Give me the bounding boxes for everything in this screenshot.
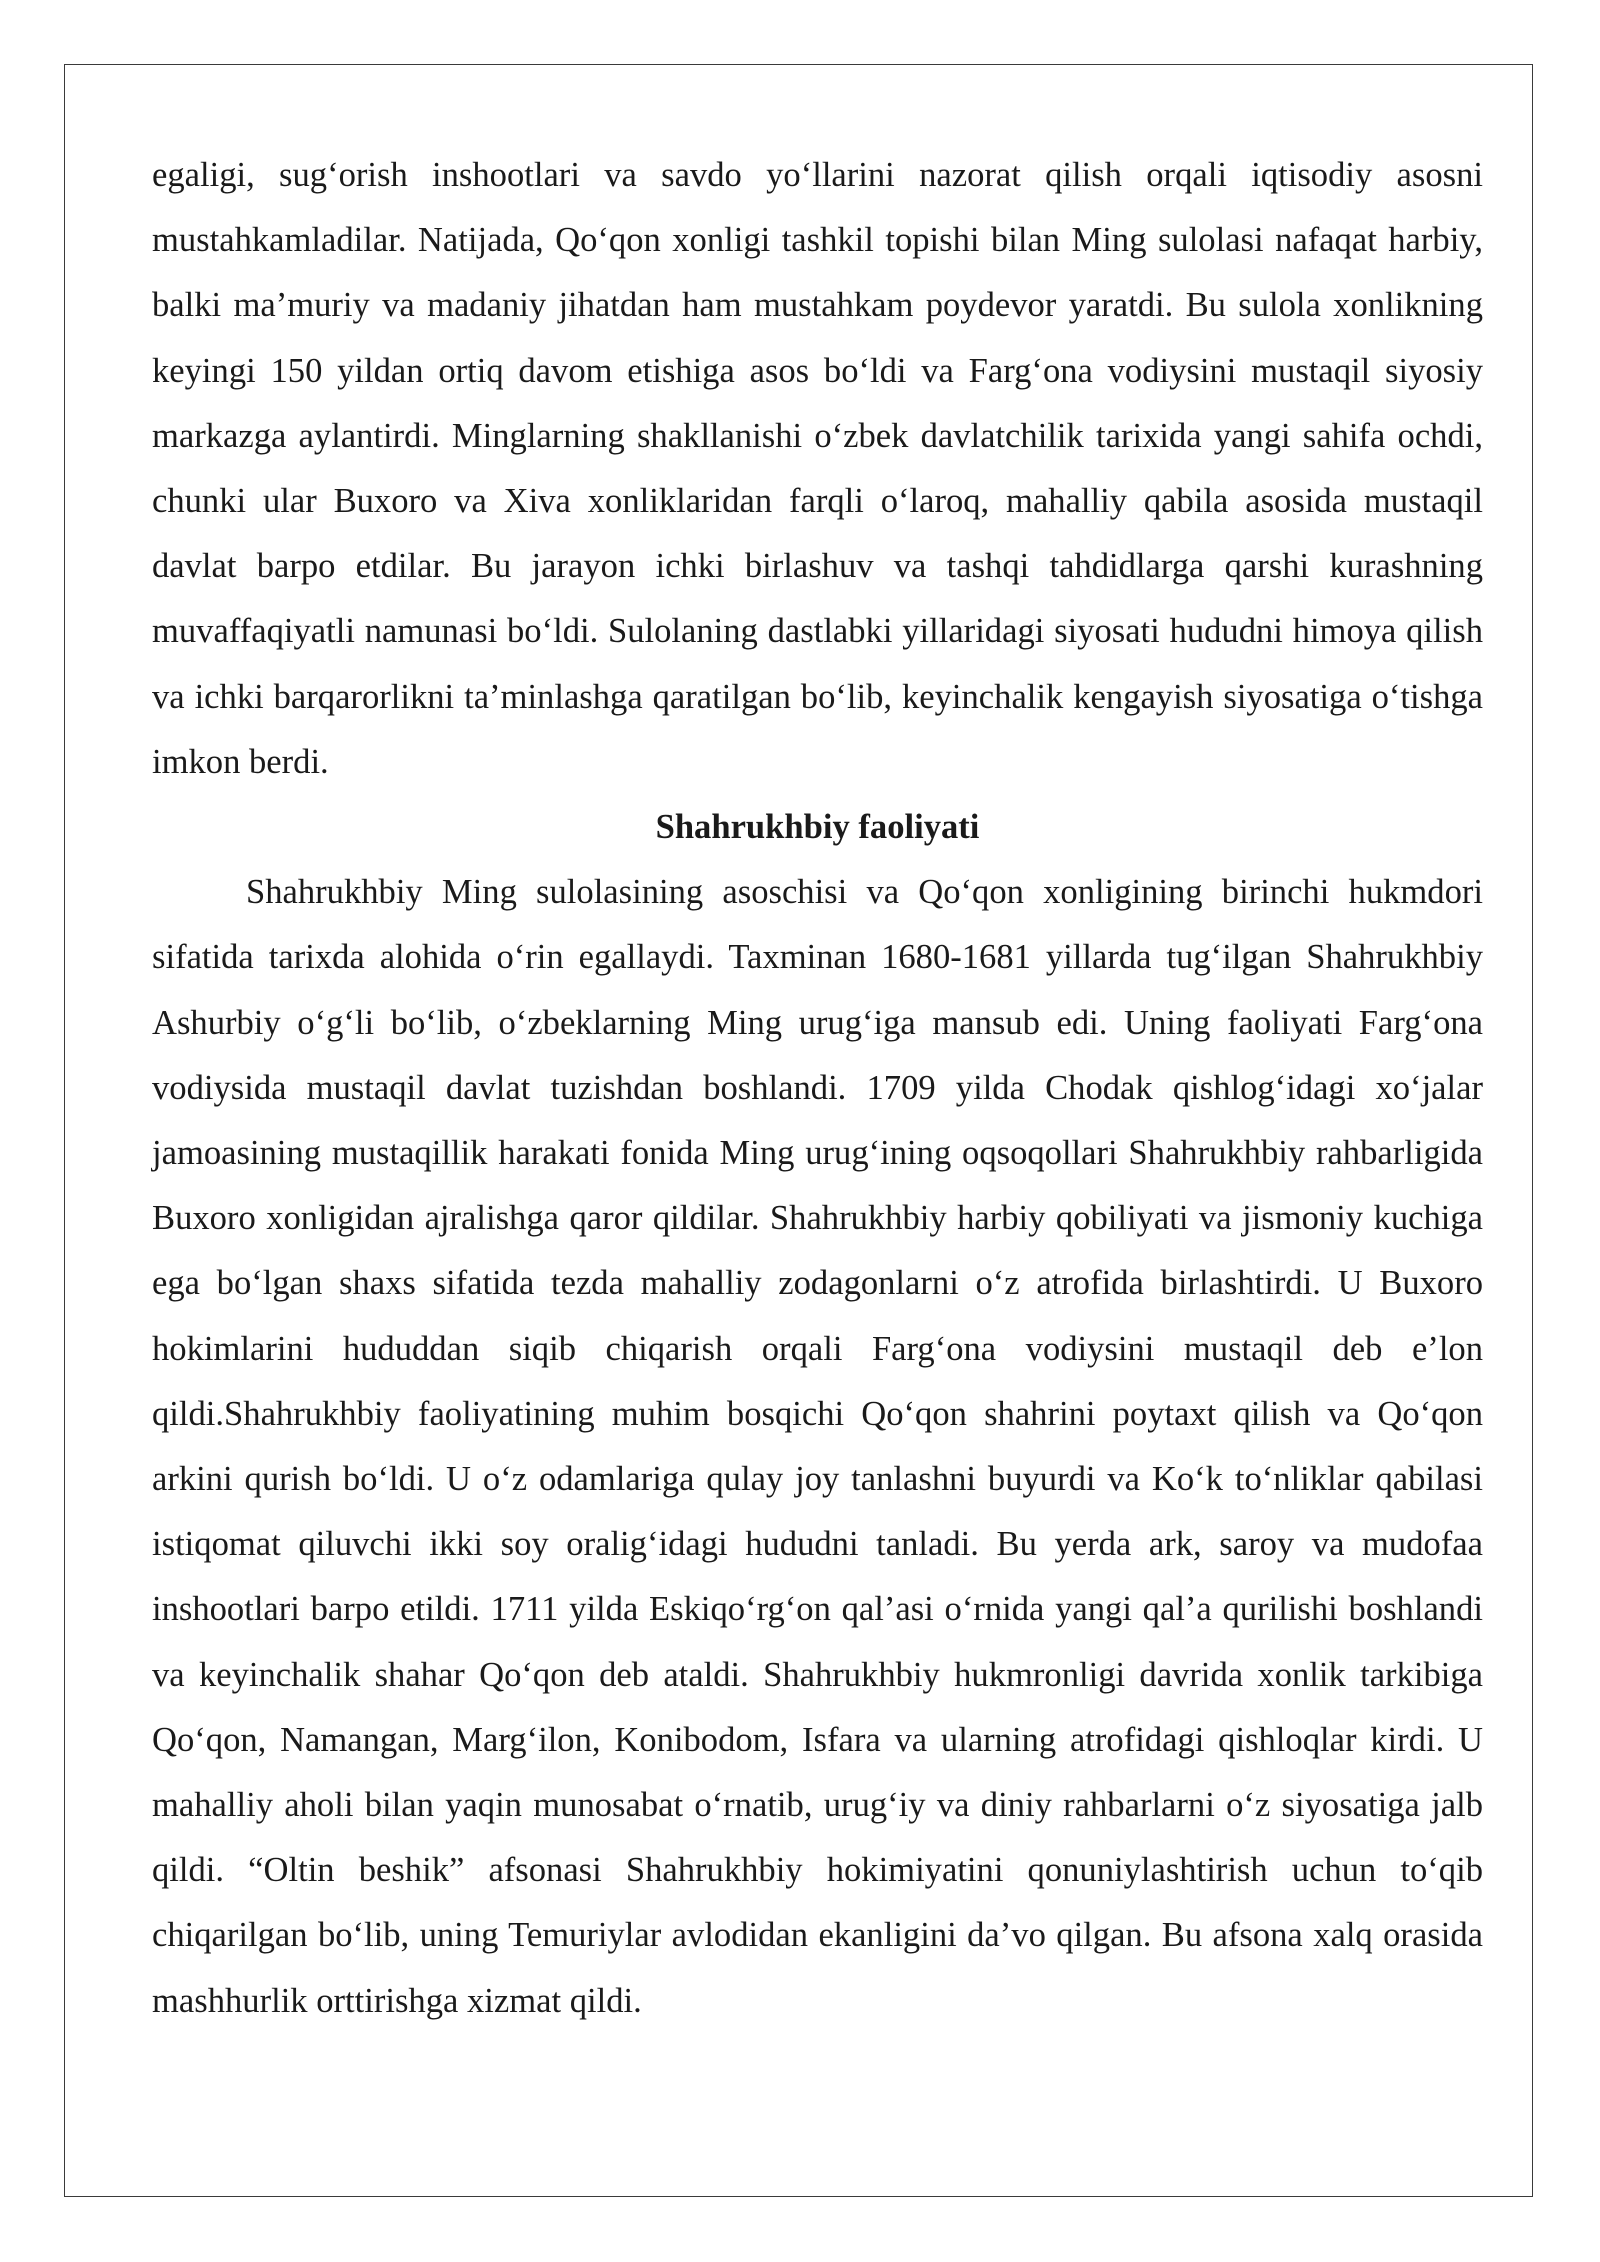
paragraph-shahrukhbiy: Shahrukhbiy Ming sulolasining asoschisi va Qo‘qon xonligining birinchi hukmdori sifatida tarixda alohida o‘rin egallaydi. Taxminan 1680-1681 yillarda tug‘ilgan Shahrukhbiy Ashurbiy o‘g‘li bo‘lib, o‘zbeklarning Ming urug‘iga mansub edi. Uning faoliyati Farg‘ona vodiysida mustaqil davlat tuzishdan boshlandi. 1709 yilda Chodak qishlog‘idagi xo‘jalar jamoasining mustaqillik harakati fonida Ming urug‘ining oqsoqollari Shahrukhbiy rahbarligida Buxoro xonligidan ajralishga qaror qildilar. Shahrukhbiy harbiy qobiliyati va jismoniy kuchiga ega bo‘lgan shaxs sifatida tezda mahalliy zodagonlarni o‘z atrofida birlashtirdi. U Buxoro hokimlarini hududdan siqib chiqarish orqali Farg‘ona vodiysini mustaqil deb e’lon qildi.Shahrukhbiy faoliyatining muhim bosqichi Qo‘qon shahrini poytaxt qilish va Qo‘qon arkini qurish bo‘ldi. U o‘z odamlariga qulay joy tanlashni buyurdi va Ko‘k to‘nliklar qabilasi istiqomat qiluvchi ikki soy oralig‘idagi hududni tanladi. Bu yerda ark, saroy va mudofaa inshootlari barpo etildi. 1711 yilda Eskiqo‘rg‘on qal’asi o‘rnida yangi qal’a qurilishi boshlandi va keyinchalik shahar Qo‘qon deb ataldi. Shahrukhbiy hukmronligi davrida xonlik tarkibiga Qo‘qon, Namangan, Marg‘ilon, Konibodom, Isfara va ularning atrofidagi qishloqlar kirdi. U mahalliy aholi bilan yaqin munosabat o‘rnatib, urug‘iy va diniy rahbarlarni o‘z siyosatiga jalb qildi. “Oltin beshik” afsonasi Shahrukhbiy hokimiyatini qonuniylashtirish uchun to‘qib chiqarilgan bo‘lib, uning Temuriylar avlodidan ekanligini da’vo qilgan. Bu afsona xalq orasida mashhurlik orttirishga xizmat qildi. (152, 873, 1483, 2020)
document-body (152, 143, 1483, 2034)
paragraph-continued: egaligi, sug‘orish inshootlari va savdo yo‘llarini nazorat qilish orqali iqtisodiy asosni mustahkamladilar. Natijada, Qo‘qon xonligi tashkil topishi bilan Ming sulolasi nafaqat harbiy, balki ma’muriy va madaniy jihatdan ham mustahkam poydevor yaratdi. Bu sulola xonlikning keyingi 150 yildan ortiq davom etishiga asos bo‘ldi va Farg‘ona vodiysini mustaqil siyosiy markazga aylantirdi. Minglarning shakllanishi o‘zbek davlatchilik tarixida yangi sahifa ochdi, chunki ular Buxoro va Xiva xonliklaridan farqli o‘laroq, mahalliy qabila asosida mustaqil davlat barpo etdilar. Bu jarayon ichki birlashuv va tashqi tahdidlarga qarshi kurashning muvaffaqiyatli namunasi bo‘ldi. Sulolaning dastlabki yillaridagi siyosati hududni himoya qilish va ichki barqarorlikni ta’minlashga qaratilgan bo‘lib, keyinchalik kengayish siyosatiga o‘tishga imkon berdi. (152, 156, 1483, 781)
section-heading: Shahrukhbiy faoliyati (655, 808, 980, 847)
